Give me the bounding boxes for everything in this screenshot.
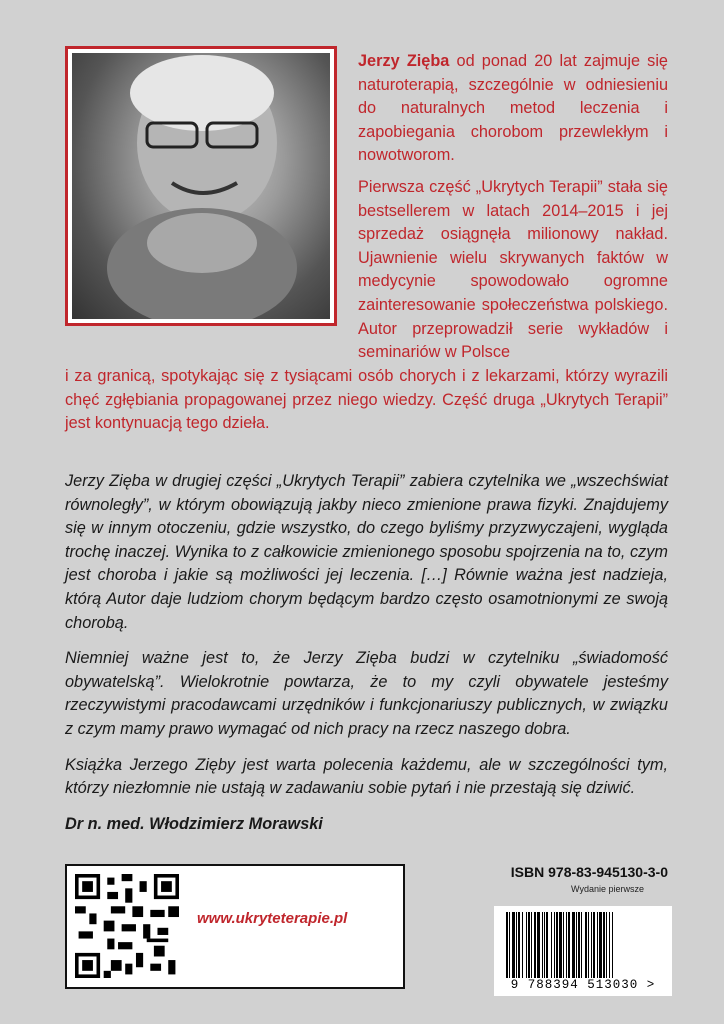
review-signature: Dr n. med. Włodzimierz Morawski [65,814,323,833]
barcode-bar [544,912,545,978]
barcode-bar [518,912,520,978]
barcode-bar [603,912,605,978]
author-bio-intro [358,50,668,168]
barcode-bar [554,912,555,978]
barcode-bars [506,912,662,978]
barcode-bar [609,912,610,978]
barcode-bar [568,912,570,978]
review-paragraph: Jerzy Zięba w drugiej części „Ukrytych Terapii” zabiera czytelnika we „wszechświat równoległy”, w którym obowiązują jakby nieco zmienione prawa fizyki. Znajdujemy się w innym otoczeniu, gdzie wszystko, do czego byliśmy przyzwyczajeni, wygląda trochę inaczej. Wynika to z całkowicie zmienionego sposobu spojrzenia na to, czym jest choroba i jakie są możliwości jej leczenia. […] Równie ważna jest nadzieja, którą Autor daje ludziom chorym będącym bardzo często osamotnionymi ze swoją chorobą. [65,472,668,632]
barcode-bar [563,912,564,978]
barcode-bar [597,912,598,978]
qr-code-icon [75,874,179,978]
barcode-bar [522,912,523,978]
isbn-number: ISBN 978-83-945130-3-0 [510,864,668,880]
barcode-bar [526,912,527,978]
barcode-bar [581,912,582,978]
website-url[interactable]: www.ukryteterapie.pl [197,910,348,927]
barcode-bar [512,912,515,978]
barcode-bar [537,912,540,978]
barcode-bar [576,912,577,978]
author-photo-frame [65,46,337,326]
barcode-bar [506,912,508,978]
barcode-bar [546,912,548,978]
barcode-bar [599,912,602,978]
barcode-bar [516,912,517,978]
barcode-bar [578,912,580,978]
barcode-bar [542,912,543,978]
author-portrait-image [72,53,330,319]
barcode-bar [534,912,536,978]
review-paragraph: Książka Jerzego Zięby jest warta polecenia każdemu, ale w szczególności tym, którzy niezłomnie nie ustają w zadawaniu sobie pytań i nie przestają się dziwić. [65,755,668,798]
barcode [494,906,672,996]
barcode-bar [588,912,589,978]
barcode-bar [509,912,510,978]
barcode-bar [528,912,530,978]
author-bio-intro-text: od ponad 20 lat zajmuje się naturoterapią, szczególnie w odniesieniu do naturalnych metod leczenia i zapobiegania chorobom przewlekłym i nowotworom. [358,52,668,165]
barcode-bar [612,912,613,978]
review-section [65,470,668,848]
barcode-bar [531,912,532,978]
barcode-bar [585,912,587,978]
barcode-digits: 9 788394 513030 > [510,978,656,992]
barcode-bar [566,912,567,978]
author-bio-paragraph-top: Pierwsza część „Ukrytych Terapii” stała się bestsellerem w latach 2014–2015 i jej sprzedaż osiągnęła milionowy nakład. Ujawnienie wielu skrywanych faktów w medycynie spowodowało ogromne zainteresowanie społeczeństwa polskiego. Autor przeprowadził serie wykładów i seminariów w Polsce [358,178,668,362]
barcode-bar [572,912,575,978]
barcode-bar [551,912,552,978]
review-paragraph: Niemniej ważne jest to, że Jerzy Zięba budzi w czytelniku „świadomość obywatelską”. Wielokrotnie powtarza, że to my czyli obywatele jesteśmy rzeczywistymi pracodawcami urzędników i funkcjonariuszy publicznych, w związku z czym mamy prawo wymagać od nich pracy na rzecz naszego dobra. [65,649,668,738]
author-photo [72,53,330,319]
barcode-bar [559,912,562,978]
isbn-block [490,864,668,894]
barcode-bar [591,912,592,978]
author-bio-paragraph-bottom: i za granicą, spotykając się z tysiącami osób chorych i z lekarzami, którzy wyrazili chęć zgłębiania propagowanej przez niego wiedzy. Część druga „Ukrytych Terapii” jest kontynuacją tego dzieła. [65,367,668,433]
barcode-bar [606,912,607,978]
author-name: Jerzy Zięba [358,52,450,70]
barcode-bar [593,912,595,978]
barcode-bar [556,912,558,978]
website-panel [65,864,405,989]
edition-label: Wydanie pierwsze [571,884,644,894]
